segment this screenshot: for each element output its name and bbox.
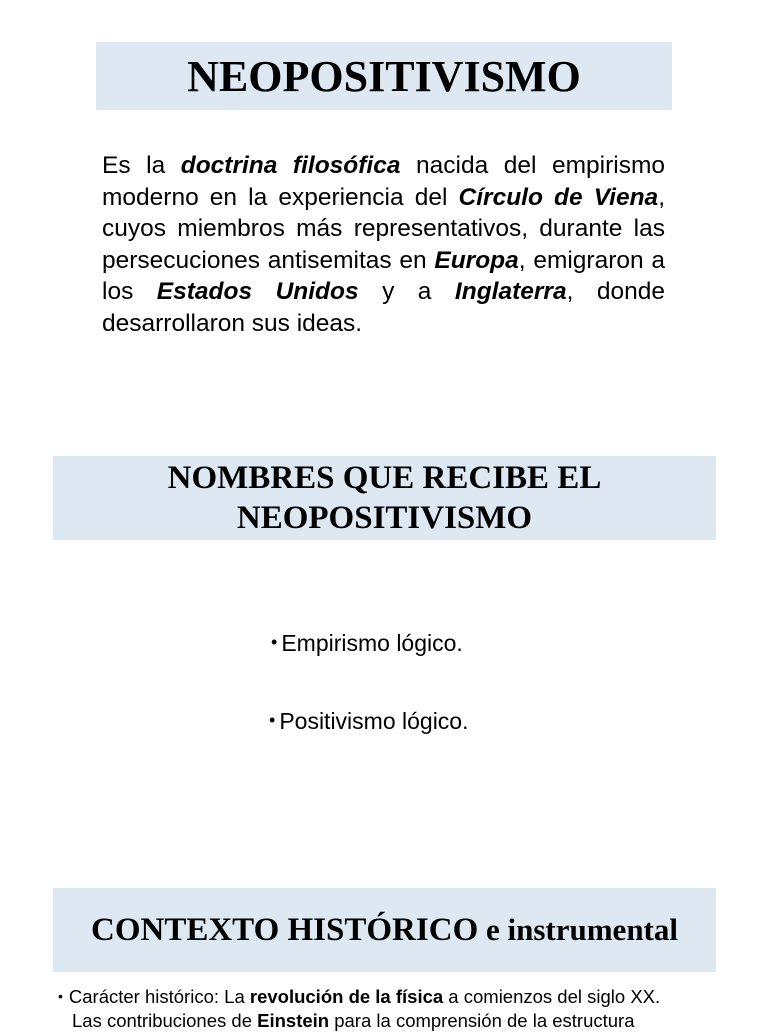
intro-text: Es la [102,152,181,179]
bullet-icon: • [271,632,278,652]
title-text [91,912,678,949]
title-rest: e instrumental [478,911,678,947]
list-item [271,628,463,657]
bullet-icon: • [269,710,276,730]
context-emphasis: Einstein [257,1010,330,1031]
list-item-text: Positivismo lógico. [279,708,469,734]
intro-emphasis: doctrina filosófica [180,152,401,179]
intro-emphasis: Inglaterra [454,278,567,305]
title-text: NEOPOSITIVISMO [187,51,581,101]
intro-emphasis: Europa [434,246,519,274]
intro-emphasis: Círculo de Viena [458,183,659,211]
title-main: CONTEXTO HISTÓRICO [91,911,479,948]
bullet-icon: • [58,988,63,1004]
context-text: a comienzos del siglo XX. [443,986,661,1007]
context-line [58,1009,710,1033]
slide-title-contexto [53,888,716,972]
intro-text: , donde desarrollaron sus ideas. [102,278,665,337]
context-emphasis: revolución de la física [249,986,444,1007]
title-line: NEOPOSITIVISMO [236,500,533,536]
context-text: Carácter histórico: La [68,986,250,1007]
title-line: NOMBRES QUE RECIBE EL [167,460,602,496]
list-item [269,706,469,735]
intro-emphasis: Estados Unidos [156,278,359,305]
intro-text: y a [358,278,455,305]
context-paragraph [58,984,710,1033]
intro-paragraph [102,150,665,339]
intro-text: , cuyos miembros más representativos, durante las persecuciones antisemitas en [102,183,665,274]
slide-title-neopositivismo [96,42,672,110]
intro-text: nacida del empirismo moderno en la experiencia del [102,152,665,211]
context-text: para la comprensión de la estructura [329,1010,635,1031]
list-item-text: Empirismo lógico. [281,630,463,656]
slide-title-nombres [53,456,716,540]
intro-text: , emigraron a los [102,246,665,305]
context-text: Las contribuciones de [72,1010,258,1031]
title-text [168,458,602,538]
